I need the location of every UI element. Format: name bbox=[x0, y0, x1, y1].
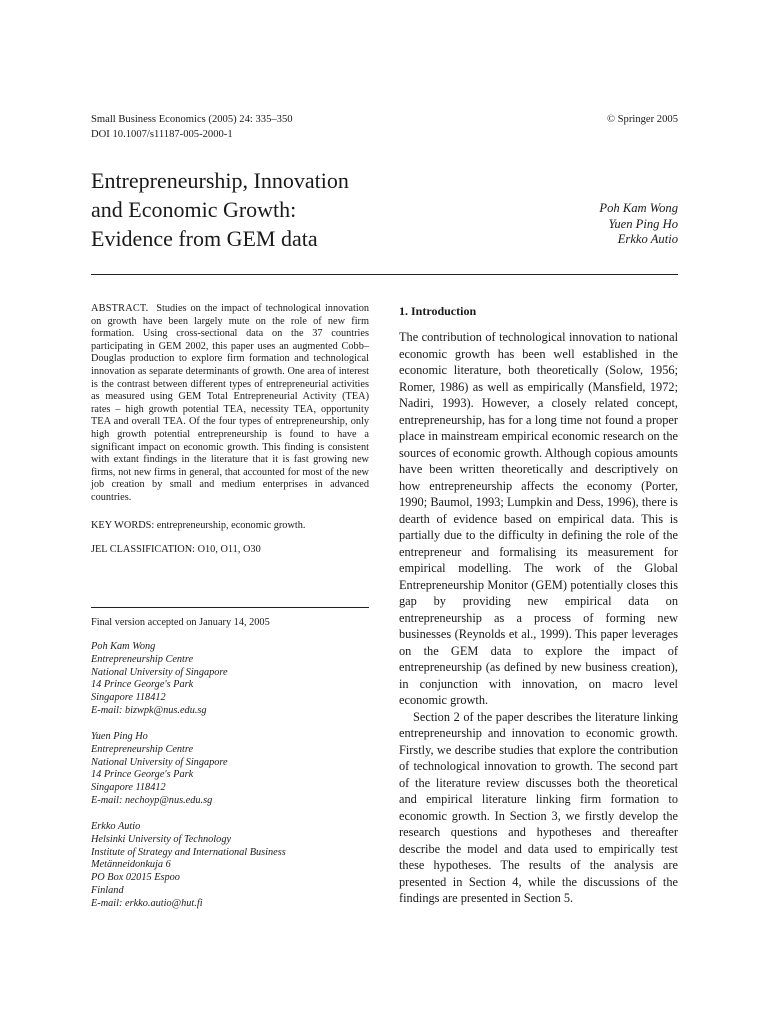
abstract bbox=[91, 303, 369, 505]
affiliation-line: Singapore 118412 bbox=[91, 782, 166, 794]
affiliation-email: E-mail: bizwpk@nus.edu.sg bbox=[91, 704, 207, 716]
body-paragraph: The contribution of technological innovation to national economic growth has been well established in the economic literature, both theoretically (Solow, 1956; Romer, 1986) as well as empirically (Mansfield, 1972; Nadiri, 1993). However, a closely related concept, entrepreneurship, has for a long time not found a proper place in mainstream empirical economic research on the sources of economic growth. Although copious amounts have been written theoretically and descriptively on how entrepreneurship affects the economy (Porter, 1990; Baumol, 1993; Lumpkin and Dess, 1996), there is dearth of evidence based on empirical data. This is partially due to the difficulty in defining the role of the entrepreneur and formalising its measurement for empirical modelling. The work of the Global Entrepreneurship Monitor (GEM) potentially closes this gap by providing new empirical data on entrepreneurship as a process of forming new businesses (Reynolds et al., 1999). This paper leverages on the GEM data to explore the impact of entrepreneurship (as defined by new business creation), in conjunction with innovation, on macro level economic growth. bbox=[399, 330, 678, 707]
affiliation-line: PO Box 02015 Espoo bbox=[91, 872, 180, 884]
affiliation-line: Helsinki University of Technology bbox=[91, 833, 232, 845]
title-line: and Economic Growth: bbox=[91, 197, 297, 222]
paper-title bbox=[91, 166, 411, 253]
affiliation-line: Entrepreneurship Centre bbox=[91, 743, 194, 755]
affiliation-block bbox=[91, 731, 369, 808]
abstract-label: ABSTRACT. bbox=[91, 303, 149, 314]
affiliation-email: E-mail: erkko.autio@hut.fi bbox=[91, 897, 203, 909]
author: Poh Kam Wong bbox=[599, 201, 678, 215]
footnote-divider bbox=[91, 607, 369, 608]
affiliation-line: Institute of Strategy and International Business bbox=[91, 846, 286, 858]
journal-header bbox=[91, 112, 293, 142]
affiliation-line: 14 Prince George's Park bbox=[91, 769, 194, 781]
author-list bbox=[599, 201, 678, 248]
left-column bbox=[91, 303, 369, 557]
author: Yuen Ping Ho bbox=[608, 216, 678, 231]
jel-classification: JEL CLASSIFICATION: O10, O11, O30 bbox=[91, 544, 261, 556]
affiliation-line: Entrepreneurship Centre bbox=[91, 653, 194, 665]
title-line: Entrepreneurship, Innovation bbox=[91, 168, 349, 193]
author: Erkko Autio bbox=[617, 232, 678, 246]
title-line: Evidence from GEM data bbox=[91, 226, 318, 251]
affiliation-line: 14 Prince George's Park bbox=[91, 679, 194, 691]
section-heading: 1. Introduction bbox=[399, 304, 477, 318]
title-divider bbox=[91, 274, 678, 275]
keywords: KEY WORDS: entrepreneurship, economic growth. bbox=[91, 519, 306, 531]
abstract-text: Studies on the impact of technological innovation on growth have been largely mute on the role of new firm formation. Using cross-sectional data on the 37 countries participating in GEM 2002, this paper uses an augmented Cobb–Douglas production to explore firm formation and technological innovation as separate determinants of growth. One area of interest is the contrast between different types of entrepreneurial activities as measured using GEM Total Entrepreneurial Activity (TEA) rates – high growth potential TEA, necessity TEA, opportunity TEA and overall TEA. Of the four types of entrepreneurship, only high growth potential entrepreneurship is found to have a significant impact on economic growth. This finding is consistent with extant findings in the literature that it is fast growing new firms, not new firms in general, that accounted for most of the new job creation by small and medium enterprises in advanced countries. bbox=[91, 303, 369, 503]
affiliation-line: National University of Singapore bbox=[91, 756, 228, 768]
affiliation-email: E-mail: nechoyp@nus.edu.sg bbox=[91, 794, 213, 806]
body-paragraph: Section 2 of the paper describes the literature linking entrepreneurship and innovation to economic growth. Firstly, we describe studies that explore the contribution of technological innovation to growth. The second part of the literature review discusses both the theoretical and empirical literature linking firm formation to economic growth. In Section 3, we firstly develop the research questions and hypotheses and thereafter describe the model and data used to empirically test these hypotheses. The results of the analysis are presented in Section 4, while the discussions of the findings are presented in Section 5. bbox=[399, 709, 678, 905]
affiliation-line: Poh Kam Wong bbox=[91, 641, 156, 652]
affiliation-block bbox=[91, 641, 369, 718]
affiliation-line: Singapore 118412 bbox=[91, 692, 166, 704]
journal-citation: Small Business Economics (2005) 24: 335–350 bbox=[91, 114, 293, 125]
doi: DOI 10.1007/s11187-005-2000-1 bbox=[91, 129, 233, 140]
affiliation-line: Metänneidonkuja 6 bbox=[91, 859, 171, 871]
affiliation-line: Finland bbox=[91, 884, 124, 896]
copyright: © Springer 2005 bbox=[606, 114, 678, 125]
affiliation-line: Yuen Ping Ho bbox=[91, 731, 148, 742]
affiliation-line: Erkko Autio bbox=[91, 821, 141, 832]
affiliation-block bbox=[91, 821, 369, 911]
right-column bbox=[399, 303, 678, 907]
acceptance-note: Final version accepted on January 14, 2005 bbox=[91, 617, 270, 628]
affiliation-line: National University of Singapore bbox=[91, 666, 228, 678]
